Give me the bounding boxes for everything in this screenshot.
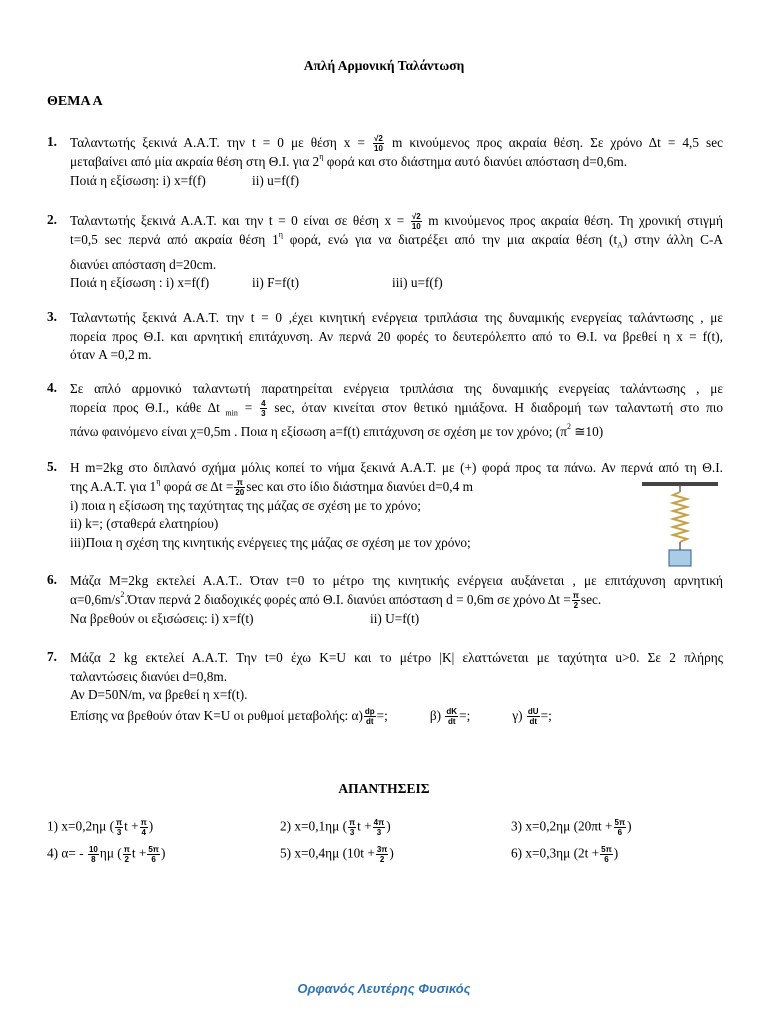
problem-line: Μάζα Μ=2kg εκτελεί Α.Α.Τ.. Όταν t=0 το μέτρο της κινητικής ενέργεια αυξάνεται , με επιτάχυνση αρνητική xyxy=(70,573,723,588)
fraction: $\frac{4}{3}$ xyxy=(261,398,266,418)
problem-line: Ταλαντωτής ξεκινά Α.Α.Τ. και την t = 0 είναι σε θέση x = $\frac{√2}{10}$ m κινούμενος προς ακραία θέση. Τη χρονική στιγμή xyxy=(70,212,723,232)
problem-number: 5. xyxy=(47,459,57,474)
problem-number: 6. xyxy=(47,572,57,587)
problem-number: 1. xyxy=(47,134,57,149)
answer-5: 5) x=0,4ημ (10t + $\frac{3\pi}{2}$ ) xyxy=(280,845,394,864)
answer-6: 6) x=0,3ημ (2t + $\frac{5\pi}{6}$ ) xyxy=(511,845,619,864)
problem-line: iii)Ποια η σχέση της κινητικής ενέργειες της μάζας σε σχέση με τον χρόνο; xyxy=(70,534,471,550)
problem-line: πάνω φαινόμενο είναι χ=0,5m . Ποια η εξίσωση a=f(t) επιτάχυνση σε σχέση με τον χρόνο; ($\pi^2$ ≅10) xyxy=(70,421,604,439)
problem-2 xyxy=(47,212,723,293)
problem-6 xyxy=(47,572,723,628)
page-title: Απλή Αρμονική Ταλάντωση xyxy=(303,58,465,73)
fraction: $\frac{dK}{dt}$ xyxy=(446,706,458,726)
problem-line: Σε απλό αρμονικό ταλαντωτή παρατηρείται ενέργεια τριπλάσια της δυναμικής ενεργείας ταλάντωσης , με xyxy=(70,381,723,396)
problem-line: ταλαντώσεις διανύει d=0,8m. xyxy=(70,668,228,684)
answer-2: 2) x=0,1ημ ( $\frac{\pi}{3}$ t + $\frac{4\pi}{3}$ ) xyxy=(280,818,391,837)
problem-5 xyxy=(47,459,723,552)
problem-line: Ταλαντωτής ξεκινά Α.Α.Τ. την t = 0 με θέση x = $\frac{√2}{10}$ m κινούμενος προς ακραία θέση. Σε χρόνο Δt = 4,5 sec xyxy=(70,134,723,154)
spring-mass-figure xyxy=(640,480,720,570)
ceiling-support xyxy=(642,482,718,486)
fraction: $\frac{\pi}{20}$ xyxy=(235,477,245,497)
fraction: $\frac{\pi}{2}$ xyxy=(572,590,579,610)
answer-1: 1) x=0,2ημ ( $\frac{\pi}{3}$ t + $\frac{\pi}{4}$ ) xyxy=(47,818,154,837)
problem-line: Ταλαντωτής ξεκινά Α.Α.Τ. την t = 0 ,έχει κινητική ενέργεια τριπλάσια της δυναμικής ενεργείας ταλάντωσης , με xyxy=(70,310,723,325)
problem-line: i) ποια η εξίσωση της ταχύτητας της μάζας σε σχέση με το χρόνο; xyxy=(70,497,421,513)
problem-7 xyxy=(47,649,723,726)
problem-1 xyxy=(47,134,723,190)
problem-line: όταν A =0,2 m. xyxy=(70,347,152,362)
problem-line: Η m=2kg στο διπλανό σχήμα μόλις κοπεί το νήμα ξεκινά Α.Α.Τ. με (+) φορά προς τα πάνω. Αν περνά από τη Θ.Ι. xyxy=(70,460,723,475)
problem-number: 7. xyxy=(47,649,57,664)
problem-line: της Α.Α.Τ. για $1^\eta$ φορά σε Δt = $\frac{\pi}{20}$ sec και στο ίδιο διάστημα διανύει d=0,4 m xyxy=(70,476,473,497)
section-heading: ΘΕΜΑ Α xyxy=(47,94,103,109)
answer-3: 3) x=0,2ημ (20πt + $\frac{5\pi}{6}$ ) xyxy=(511,818,632,837)
problem-line: t=0,5 sec περνά από ακραία θέση $1^\eta$ φορά, ενώ για να διατρέξει από την μια ακραία θέση $(t_A)$ στην άλλη C-A xyxy=(70,230,724,251)
author-footer: Ορφανός Λευτέρης Φυσικός xyxy=(297,981,471,996)
fraction: $\frac{√2}{10}$ xyxy=(374,134,383,154)
problem-number: 4. xyxy=(47,380,57,395)
problem-line: μεταβαίνει από μία ακραία θέση στη Θ.Ι. για $2^\eta$ φορά και στο διάστημα αυτό διανύει απόσταση d=0,6m. xyxy=(70,152,628,170)
problem-line: Επίσης να βρεθούν όταν K=U οι ρυθμοί μεταβολής: α) $\frac{dp}{dt}$ =; β) $\frac{dK}{dt}$ =; γ) $\frac{dU}{dt}$ =; xyxy=(70,706,552,726)
problem-line: πορεία προς Θ.Ι. και αρνητική επιτάχυνση. Αν περνά 20 φορές το δευτερόλεπτο από το Θ.Ι. να βρεθεί η x = f(t), xyxy=(70,328,723,344)
mass-block xyxy=(669,550,691,566)
problem-line: Ποιά η εξίσωση : i) x=f(f) ii) F=f(t) iii) u=f(f) xyxy=(70,275,443,291)
fraction: $\frac{dU}{dt}$ xyxy=(527,706,539,726)
problem-3 xyxy=(47,309,723,365)
problem-number: 2. xyxy=(47,212,57,227)
answer-4: 4) α= - $\frac{10}{8}$ ημ ( $\frac{\pi}{2}$ t + $\frac{5\pi}{6}$ ) xyxy=(47,845,166,864)
problem-line: πορεία προς Θ.Ι., κάθε Δt $_{min}$ = $\frac{4}{3}$ sec, όταν κινείται στον θετικό ημιάξονα. Η διαδρομή των ταλαντωτή στο πιο xyxy=(70,398,724,418)
problem-line: Να βρεθούν οι εξισώσεις: i) x=f(t) ii) U=f(t) xyxy=(70,610,420,626)
problem-4 xyxy=(47,380,723,441)
problem-line: Αν D=50N/m, να βρεθεί η x=f(t). xyxy=(70,687,248,702)
problem-line: Ποιά η εξίσωση: i) x=f(f) ii) u=f(f) xyxy=(70,172,300,188)
problem-line: ii) k=; (σταθερά ελατηρίου) xyxy=(70,516,219,532)
problem-line: διανύει απόσταση d=20cm. xyxy=(70,256,217,272)
fraction: $\frac{dp}{dt}$ xyxy=(364,706,375,726)
problem-line: Μάζα 2 kg εκτελεί Α.Α.Τ. Την t=0 έχω K=U και το μέτρο |K| ελαττώνεται με ταχύτητα u>0. Σε 2 πλήρης xyxy=(70,650,723,665)
answers-heading: ΑΠΑΝΤΗΣΕΙΣ xyxy=(338,781,430,796)
problem-number: 3. xyxy=(47,309,57,324)
fraction: $\frac{√2}{10}$ xyxy=(411,212,421,232)
problem-line: $\alpha=0,6m/s^2.Ό\tau\alpha\nu$ περνά 2 διαδοχικές φορές από Θ.Ι. διανύει απόσταση d = 0,6m σε χρόνο Δt = $\frac{\pi}{2}$ sec. xyxy=(70,589,602,610)
spring-coil xyxy=(673,492,687,542)
